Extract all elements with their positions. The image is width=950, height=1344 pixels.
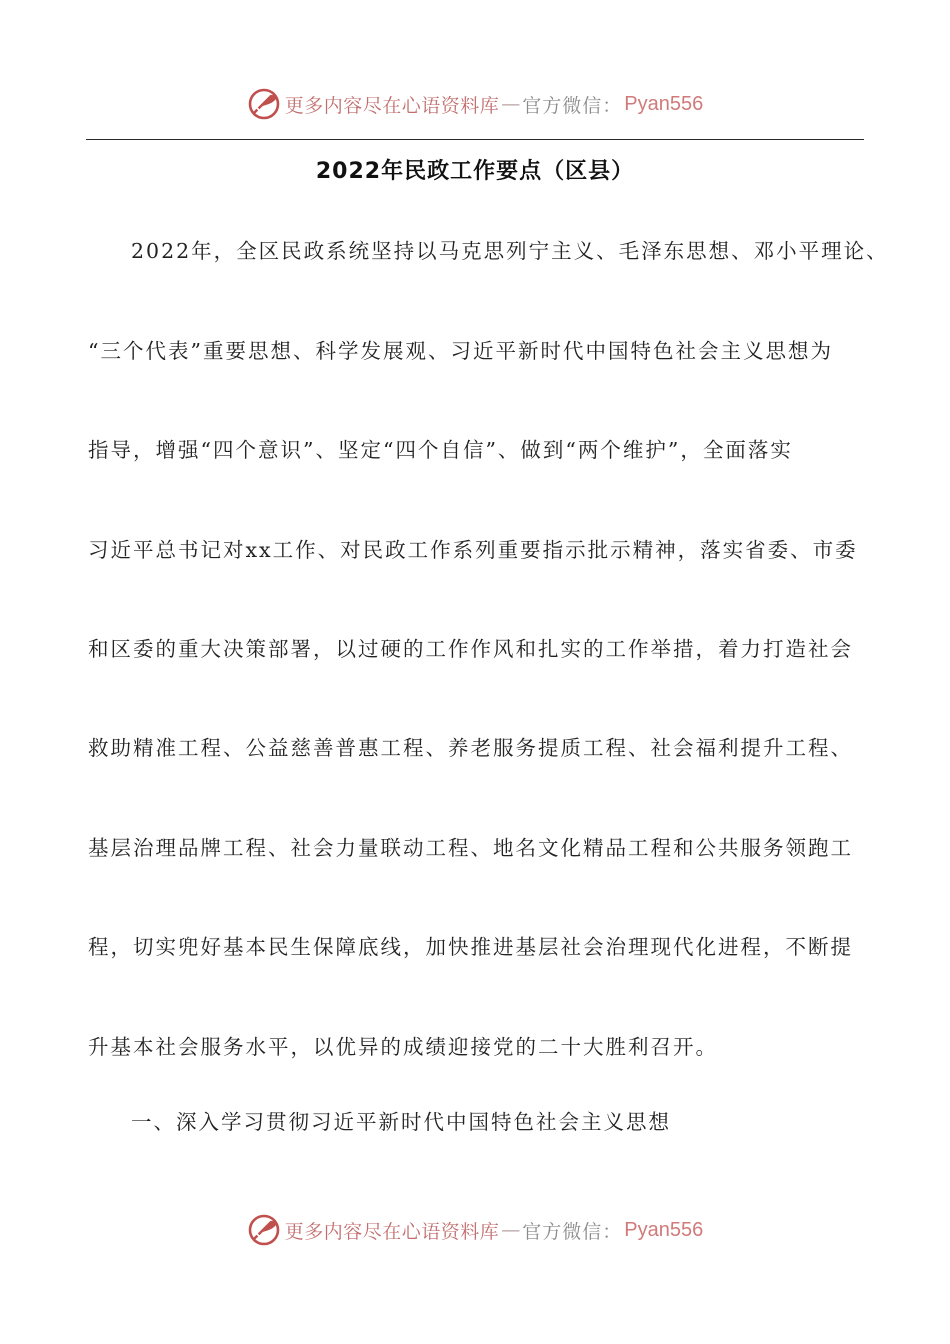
body-line: “三个代表”重要思想、科学发展观、习近平新时代中国特色社会主义思想为: [88, 339, 833, 363]
header-banner: [0, 82, 950, 126]
banner-separator: —: [501, 93, 521, 115]
banner-separator: —: [501, 1219, 521, 1241]
banner-slogan: 更多内容尽在心语资料库: [284, 1220, 500, 1243]
banner-wechat-label: 官方微信：: [522, 1220, 623, 1243]
document-title: 2022年民政工作要点（区县）: [315, 159, 635, 184]
body-line: 2022年，全区民政系统坚持以马克思列宁主义、毛泽东思想、邓小平理论、: [131, 239, 889, 263]
body-line: 和区委的重大决策部署，以过硬的工作作风和扎实的工作举措，着力打造社会: [88, 637, 853, 661]
quill-logo-icon: [247, 87, 281, 121]
body-line: 救助精准工程、公益慈善普惠工程、养老服务提质工程、社会福利提升工程、: [88, 736, 853, 760]
footer-banner: [0, 1208, 950, 1252]
body-line: 指导，增强“四个意识”、坚定“四个自信”、做到“两个维护”，全面落实: [88, 438, 793, 462]
body-line: 程，切实兜好基本民生保障底线，加快推进基层社会治理现代化进程，不断提: [88, 935, 853, 959]
banner-slogan: 更多内容尽在心语资料库: [284, 94, 500, 117]
body-line: 升基本社会服务水平，以优异的成绩迎接党的二十大胜利召开。: [88, 1035, 718, 1059]
section-heading: 一、深入学习贯彻习近平新时代中国特色社会主义思想: [131, 1110, 671, 1134]
body-line: 习近平总书记对xx工作、对民政工作系列重要指示批示精神，落实省委、市委: [88, 538, 858, 562]
header-divider: [86, 139, 864, 140]
banner-wechat-label: 官方微信：: [522, 94, 623, 117]
banner-wechat-id: Pyan556: [624, 92, 704, 115]
quill-logo-icon: [247, 1213, 281, 1247]
body-line: 基层治理品牌工程、社会力量联动工程、地名文化精品工程和公共服务领跑工: [88, 836, 853, 860]
banner-wechat-id: Pyan556: [624, 1218, 704, 1241]
